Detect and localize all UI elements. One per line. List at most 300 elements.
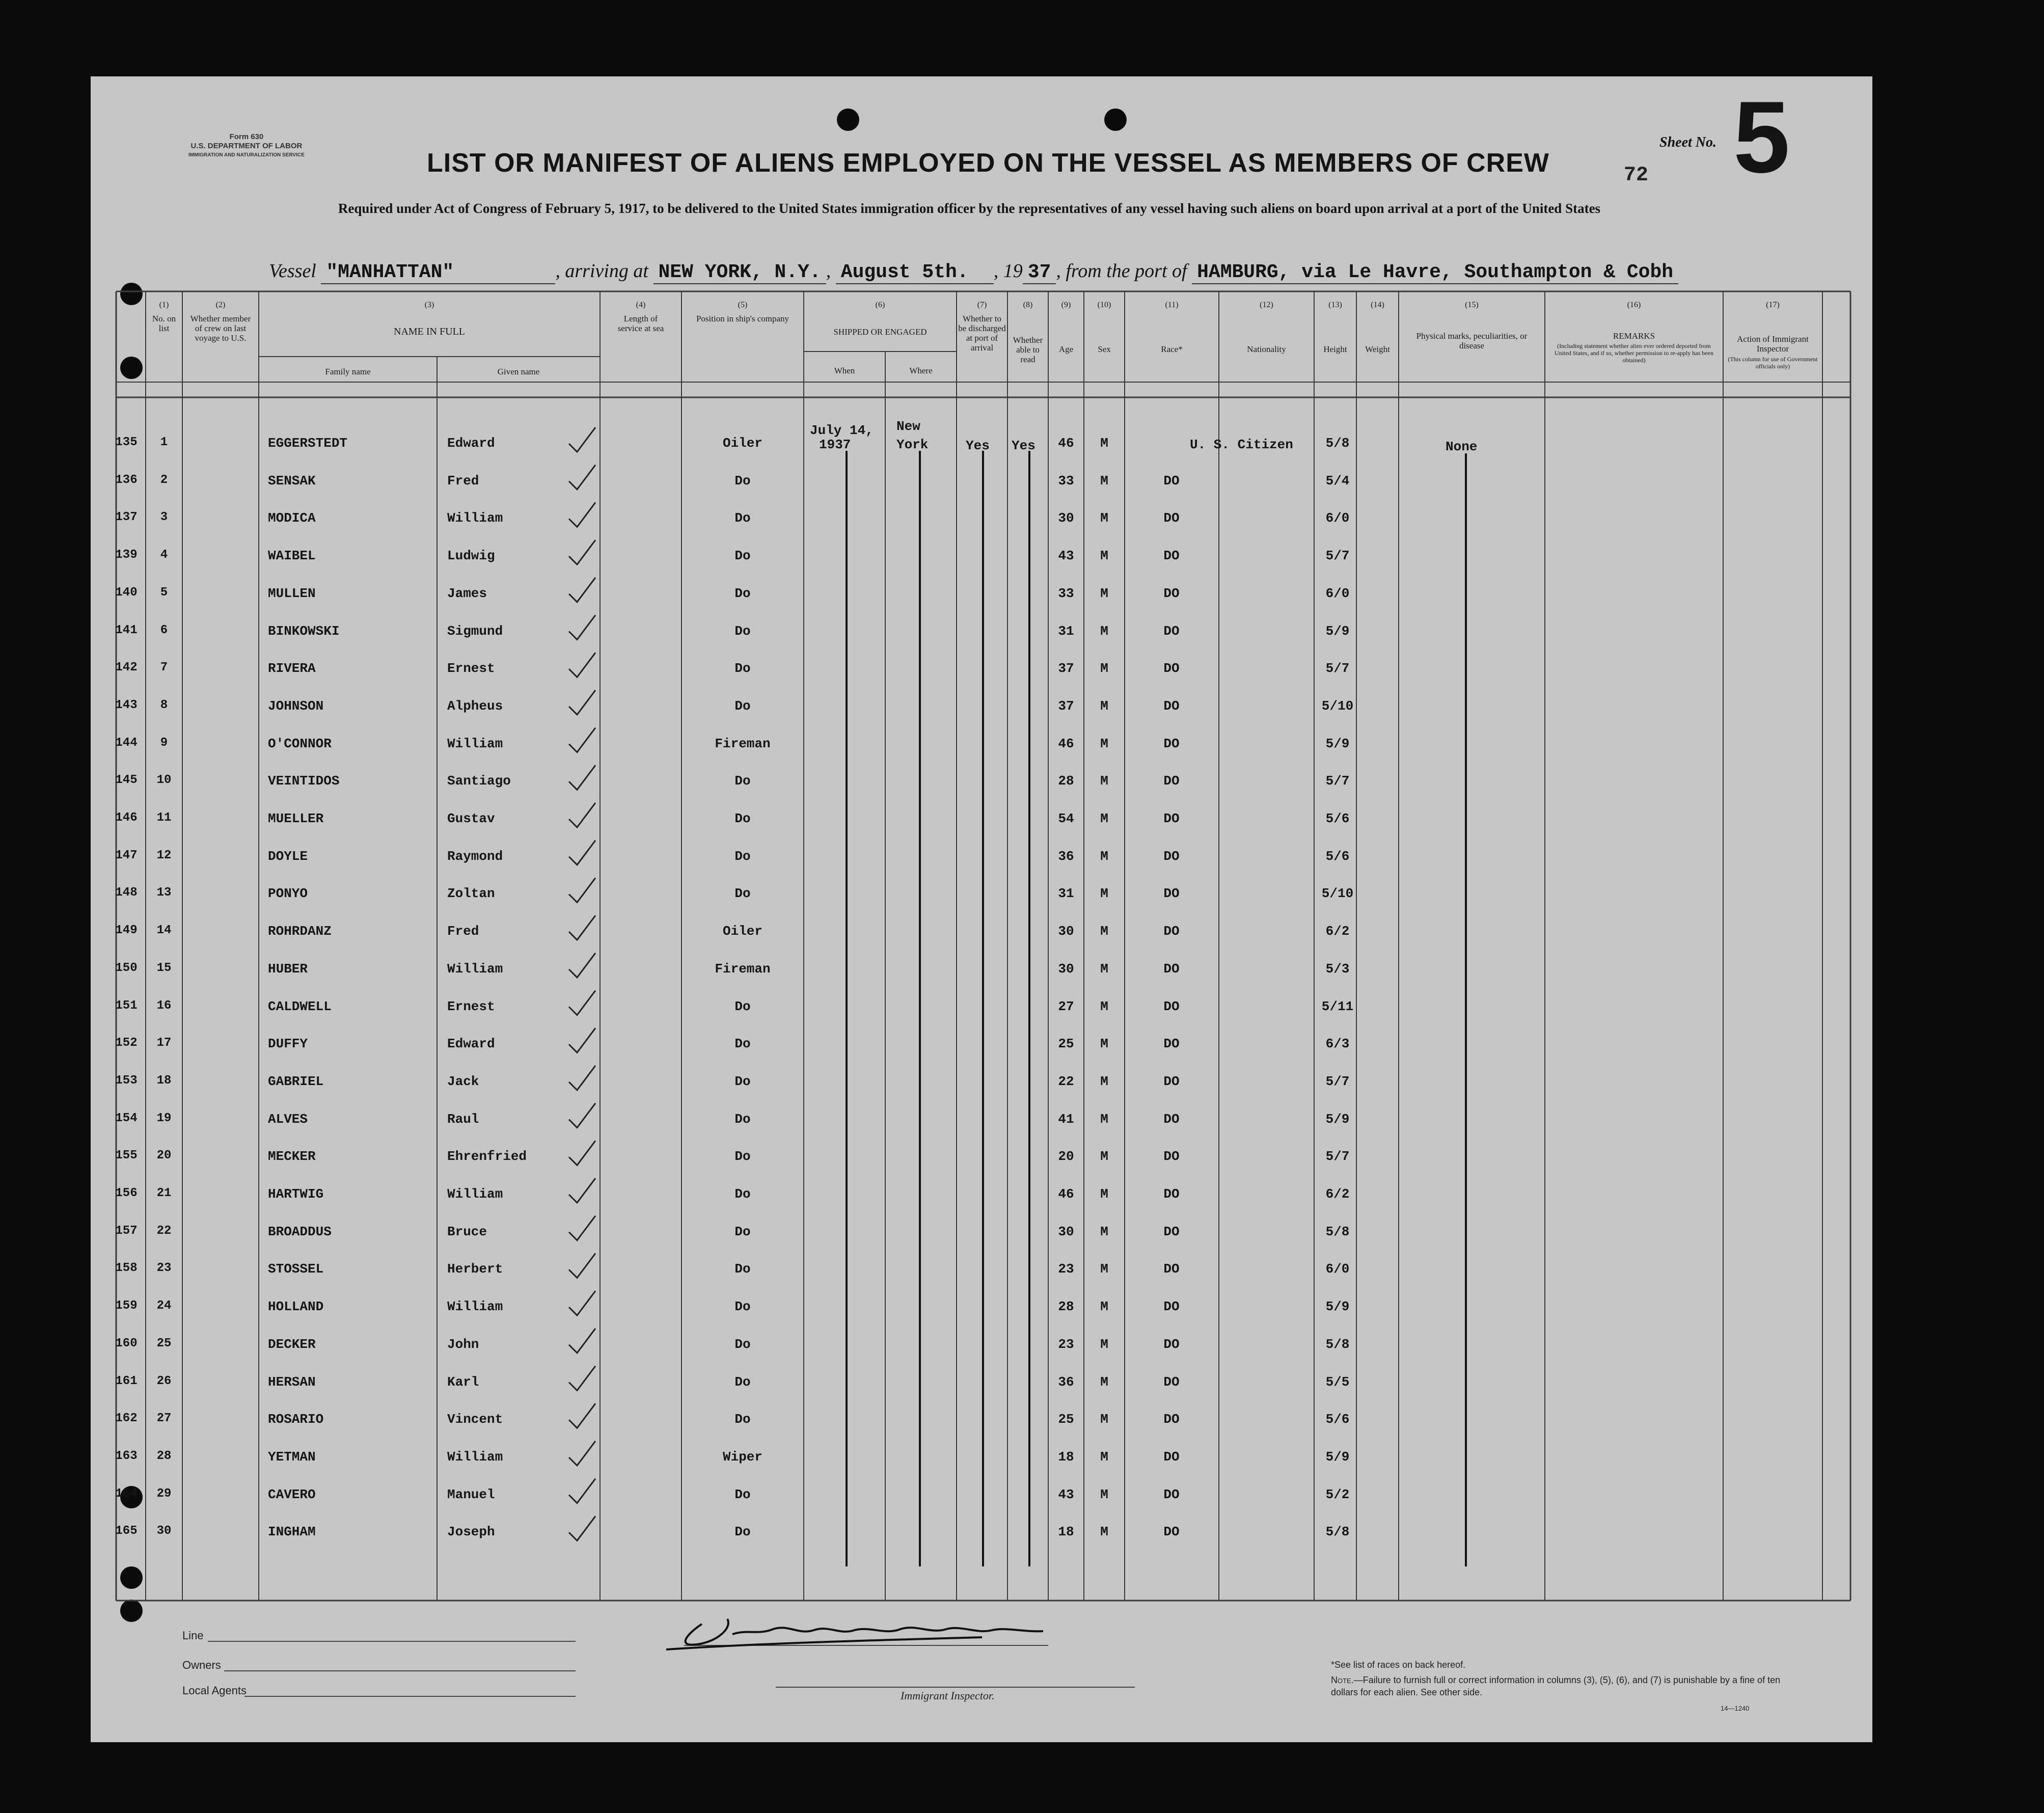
row-race: DO xyxy=(1163,1224,1180,1239)
row-position: Oiler xyxy=(722,924,762,939)
check-mark xyxy=(569,1329,595,1353)
row-given-name: Fred xyxy=(447,924,479,939)
row-given-name: Alpheus xyxy=(447,698,503,714)
row-race: DO xyxy=(1163,1336,1180,1352)
row-sheet-line-number: 159 xyxy=(115,1299,138,1313)
row-height: 5/6 xyxy=(1325,1412,1350,1427)
row-race: DO xyxy=(1163,961,1180,977)
check-mark xyxy=(569,578,595,602)
row-sex: M xyxy=(1100,848,1108,864)
row-given-name: William xyxy=(447,1449,503,1465)
row-list-number: 6 xyxy=(160,623,168,637)
col-family-name: Family name xyxy=(325,367,371,376)
row-sheet-line-number: 146 xyxy=(115,811,138,825)
row-height: 5/8 xyxy=(1325,1524,1350,1540)
row-age: 43 xyxy=(1058,1486,1074,1502)
col-num-2: (2) xyxy=(215,301,226,309)
row-age: 30 xyxy=(1058,924,1074,939)
row-sheet-line-number: 162 xyxy=(115,1412,138,1426)
row-sheet-line-number: 148 xyxy=(115,886,138,900)
row-position: Do xyxy=(734,1073,751,1089)
inspector-signature xyxy=(656,1604,1114,1665)
row-family-name: MECKER xyxy=(268,1149,316,1165)
row-race: DO xyxy=(1163,473,1180,489)
row-sex: M xyxy=(1100,1111,1108,1127)
row-age: 46 xyxy=(1058,736,1074,751)
row-family-name: JOHNSON xyxy=(268,698,324,714)
row-given-name: William xyxy=(447,1299,503,1315)
arrival-date: August 5th. xyxy=(836,261,994,284)
row-height: 5/7 xyxy=(1325,1149,1350,1165)
check-mark xyxy=(569,653,595,677)
row-age: 37 xyxy=(1058,661,1074,677)
row-position: Do xyxy=(734,1524,751,1540)
col-num-8: (8) xyxy=(1023,301,1033,309)
col-age: Age xyxy=(1058,344,1074,354)
row-height: 6/2 xyxy=(1325,924,1350,939)
col-num-11: (11) xyxy=(1165,301,1179,309)
row-sex: M xyxy=(1100,623,1108,639)
row-given-name: Herbert xyxy=(447,1261,503,1277)
row-sex: M xyxy=(1100,1149,1108,1165)
col-weight: Weight xyxy=(1365,344,1390,354)
row-sheet-line-number: 152 xyxy=(115,1036,138,1050)
col-name-in-full: NAME IN FULL xyxy=(394,326,465,337)
check-mark xyxy=(569,1291,595,1315)
row-sheet-line-number: 143 xyxy=(115,698,138,712)
col-where: Where xyxy=(909,366,933,375)
col-num-17: (17) xyxy=(1766,301,1780,309)
col-num-14: (14) xyxy=(1371,301,1384,309)
row-list-number: 9 xyxy=(160,736,168,750)
row-list-number: 21 xyxy=(156,1186,172,1200)
row-sheet-line-number: 149 xyxy=(115,924,138,938)
check-mark xyxy=(569,1403,595,1428)
row-family-name: MULLEN xyxy=(268,585,316,601)
from-port-label: from the port of xyxy=(1066,260,1187,282)
row-given-name: James xyxy=(447,585,487,601)
row-given-name: Bruce xyxy=(447,1224,487,1239)
col-nationality: Nationality xyxy=(1247,344,1286,354)
row-sheet-line-number: 136 xyxy=(115,473,138,487)
check-mark xyxy=(569,1253,595,1278)
inspector-label: Immigrant Inspector. xyxy=(901,1689,995,1702)
row-sheet-line-number: 142 xyxy=(115,661,138,675)
note-label: Note. xyxy=(1331,1675,1354,1685)
row-race: DO xyxy=(1163,848,1180,864)
row-position: Do xyxy=(734,1036,751,1052)
col-num-16: (16) xyxy=(1627,301,1641,309)
row-list-number: 19 xyxy=(156,1111,172,1125)
row-race: DO xyxy=(1163,585,1180,601)
row-position: Do xyxy=(734,848,751,864)
row-race: DO xyxy=(1163,998,1180,1014)
row-given-name: William xyxy=(447,961,503,977)
row-list-number: 12 xyxy=(156,848,172,862)
row-sheet-line-number: 140 xyxy=(115,585,138,600)
row-family-name: CALDWELL xyxy=(268,998,332,1014)
col-num-12: (12) xyxy=(1260,301,1273,309)
row-given-name: Ludwig xyxy=(447,548,495,564)
row-family-name: WAIBEL xyxy=(268,548,316,564)
row-position: Do xyxy=(734,998,751,1014)
col-num-6: (6) xyxy=(875,301,885,309)
row-sex: M xyxy=(1100,1224,1108,1239)
row-given-name: Santiago xyxy=(447,773,511,789)
row-sex: M xyxy=(1100,1036,1108,1052)
col-height: Height xyxy=(1323,344,1347,354)
row-position: Do xyxy=(734,661,751,677)
check-mark xyxy=(569,1479,595,1503)
check-mark xyxy=(569,1516,595,1540)
local-agents-label: Local Agents xyxy=(182,1684,247,1697)
col-when: When xyxy=(834,366,855,375)
service-name: IMMIGRATION AND NATURALIZATION SERVICE xyxy=(188,152,305,158)
check-mark xyxy=(569,427,595,452)
row-family-name: ROSARIO xyxy=(268,1412,324,1427)
row-height: 5/9 xyxy=(1325,1111,1350,1127)
row-list-number: 27 xyxy=(156,1412,172,1426)
page-title: LIST OR MANIFEST OF ALIENS EMPLOYED ON THE VESSEL AS MEMBERS OF CREW xyxy=(427,148,1549,178)
row-race: DO xyxy=(1163,1036,1180,1052)
line-label: Line xyxy=(182,1629,204,1642)
row-family-name: MUELLER xyxy=(268,811,324,826)
row-age: 31 xyxy=(1058,623,1074,639)
row-list-number: 10 xyxy=(156,773,172,788)
row-family-name: RIVERA xyxy=(268,661,316,677)
row-age: 33 xyxy=(1058,473,1074,489)
row-list-number: 23 xyxy=(156,1261,172,1276)
owners-label: Owners xyxy=(182,1659,221,1671)
row-age: 27 xyxy=(1058,998,1074,1014)
row-position: Do xyxy=(734,1486,751,1502)
row-family-name: O'CONNOR xyxy=(268,736,332,751)
row-family-name: EGGERSTEDT xyxy=(268,436,348,451)
row-age: 36 xyxy=(1058,848,1074,864)
row-sex: M xyxy=(1100,1524,1108,1540)
row-position: Do xyxy=(734,548,751,564)
row-family-name: ROHRDANZ xyxy=(268,924,332,939)
row-height: 5/2 xyxy=(1325,1486,1350,1502)
row-given-name: John xyxy=(447,1336,479,1352)
row-given-name: William xyxy=(447,736,503,751)
col-num-3: (3) xyxy=(424,301,434,309)
row-family-name: VEINTIDOS xyxy=(268,773,340,789)
row-height: 5/11 xyxy=(1321,998,1354,1014)
row-sex: M xyxy=(1100,961,1108,977)
row-race: DO xyxy=(1163,924,1180,939)
row-position: Fireman xyxy=(715,961,771,977)
row-sheet-line-number: 151 xyxy=(115,998,138,1013)
row-age: 25 xyxy=(1058,1036,1074,1052)
row-sheet-line-number: 155 xyxy=(115,1149,138,1163)
row-given-name: William xyxy=(447,510,503,526)
row-age: 31 xyxy=(1058,886,1074,902)
crew-list-number: 72 xyxy=(1624,164,1649,187)
row-sheet-line-number: 163 xyxy=(115,1449,138,1463)
row-given-name: Raul xyxy=(447,1111,479,1127)
row-age: 30 xyxy=(1058,510,1074,526)
check-mark xyxy=(569,690,595,715)
row-age: 37 xyxy=(1058,698,1074,714)
year-prefix: 19 xyxy=(1003,260,1023,282)
row-sheet-line-number: 165 xyxy=(115,1524,138,1538)
row-sex: M xyxy=(1100,886,1108,902)
row-race: DO xyxy=(1163,623,1180,639)
row-position: Do xyxy=(734,1149,751,1165)
row-family-name: CAVERO xyxy=(268,1486,316,1502)
row-list-number: 28 xyxy=(156,1449,172,1463)
col-num-10: (10) xyxy=(1097,301,1111,309)
vessel-label: Vessel xyxy=(269,260,316,282)
check-mark xyxy=(569,953,595,978)
row-given-name: Ernest xyxy=(447,661,495,677)
check-mark xyxy=(569,1366,595,1391)
row-list-number: 18 xyxy=(156,1073,172,1088)
row-age: 46 xyxy=(1058,436,1074,451)
row-sex: M xyxy=(1100,698,1108,714)
row-sheet-line-number: 135 xyxy=(115,436,138,449)
discharged-value: Yes xyxy=(966,438,990,453)
row-sheet-line-number: 156 xyxy=(115,1186,138,1200)
check-mark xyxy=(569,465,595,490)
row-given-name: Jack xyxy=(447,1073,479,1089)
row-sex: M xyxy=(1100,1186,1108,1202)
col-num-13: (13) xyxy=(1328,301,1342,309)
row-family-name: BINKOWSKI xyxy=(268,623,340,639)
row-height: 5/8 xyxy=(1325,1224,1350,1239)
row-race: DO xyxy=(1163,1524,1180,1540)
check-mark xyxy=(569,878,595,902)
arriving-label: arriving at xyxy=(565,260,648,282)
row-sex: M xyxy=(1100,585,1108,601)
row-family-name: DECKER xyxy=(268,1336,316,1352)
row-position: Do xyxy=(734,585,751,601)
row-list-number: 25 xyxy=(156,1336,172,1350)
row-age: 36 xyxy=(1058,1374,1074,1390)
manifest-sheet xyxy=(91,76,1872,1742)
row-sex: M xyxy=(1100,1449,1108,1465)
check-mark xyxy=(569,1103,595,1128)
row-position: Do xyxy=(734,1299,751,1315)
row-race: DO xyxy=(1163,1449,1180,1465)
row-given-name: Edward xyxy=(447,436,495,451)
vessel-name: "MANHATTAN" xyxy=(321,261,555,284)
race-nationality-value: U. S. Citizen xyxy=(1190,437,1293,452)
check-mark xyxy=(569,1441,595,1466)
row-height: 5/3 xyxy=(1325,961,1350,977)
row-height: 5/5 xyxy=(1325,1374,1350,1390)
row-sex: M xyxy=(1100,736,1108,751)
row-age: 46 xyxy=(1058,1186,1074,1202)
row-height: 6/3 xyxy=(1325,1036,1350,1052)
row-race: DO xyxy=(1163,1186,1180,1202)
check-mark xyxy=(569,991,595,1015)
row-sheet-line-number: 153 xyxy=(115,1073,138,1088)
row-family-name: HARTWIG xyxy=(268,1186,324,1202)
check-mark xyxy=(569,1178,595,1203)
row-position: Do xyxy=(734,1261,751,1277)
row-position: Oiler xyxy=(722,436,762,451)
row-age: 43 xyxy=(1058,548,1074,564)
row-age: 25 xyxy=(1058,1412,1074,1427)
note-text: —Failure to furnish full or correct information in columns (3), (5), (6), and (7) is punishable by a fine of ten dollars for each alien. See other side. xyxy=(1331,1675,1781,1697)
check-mark xyxy=(569,1141,595,1165)
col-given-name: Given name xyxy=(497,367,540,376)
check-mark xyxy=(569,765,595,790)
row-race: DO xyxy=(1163,773,1180,789)
row-list-number: 8 xyxy=(160,698,168,712)
row-list-number: 16 xyxy=(156,998,172,1013)
row-race: DO xyxy=(1163,1486,1180,1502)
row-height: 5/9 xyxy=(1325,1449,1350,1465)
row-position: Fireman xyxy=(715,736,771,751)
row-given-name: Ehrenfried xyxy=(447,1149,527,1165)
col-discharged: Whether to be discharged at port of arrival xyxy=(958,314,1006,353)
row-family-name: MODICA xyxy=(268,510,316,526)
fine-note xyxy=(1331,1674,1789,1698)
col-remarks: REMARKS xyxy=(1613,331,1655,341)
row-race: DO xyxy=(1163,548,1180,564)
departure-port: HAMBURG, via Le Havre, Southampton & Cobh xyxy=(1192,261,1678,284)
row-sheet-line-number: 164 xyxy=(115,1486,138,1501)
row-given-name: Sigmund xyxy=(447,623,503,639)
check-mark xyxy=(569,1216,595,1240)
row-family-name: STOSSEL xyxy=(268,1261,324,1277)
row-family-name: ALVES xyxy=(268,1111,308,1127)
row-sheet-line-number: 147 xyxy=(115,848,138,862)
physical-marks-value: None xyxy=(1446,439,1478,454)
row-height: 5/7 xyxy=(1325,1073,1350,1089)
row-sex: M xyxy=(1100,773,1108,789)
col-num-1: (1) xyxy=(159,301,169,309)
col-num-4: (4) xyxy=(636,301,646,309)
row-age: 22 xyxy=(1058,1073,1074,1089)
row-sheet-line-number: 150 xyxy=(115,961,138,975)
row-sex: M xyxy=(1100,1412,1108,1427)
row-position: Do xyxy=(734,698,751,714)
col-race: Race* xyxy=(1161,344,1183,354)
able-to-read-value: Yes xyxy=(1012,438,1035,453)
row-list-number: 1 xyxy=(160,436,168,449)
row-list-number: 30 xyxy=(156,1524,172,1538)
row-race: DO xyxy=(1163,1261,1180,1277)
row-given-name: Gustav xyxy=(447,811,495,826)
row-family-name: INGHAM xyxy=(268,1524,316,1540)
row-sex: M xyxy=(1100,1073,1108,1089)
row-sheet-line-number: 157 xyxy=(115,1224,138,1238)
col-prev-voyage: Whether member of crew on last voyage to U.S. xyxy=(190,314,251,343)
row-position: Do xyxy=(734,1111,751,1127)
row-family-name: YETMAN xyxy=(268,1449,316,1465)
row-family-name: GABRIEL xyxy=(268,1073,324,1089)
col-physical: Physical marks, peculiarities, or disease xyxy=(1416,331,1528,350)
arrival-port: NEW YORK, N.Y. xyxy=(653,261,826,284)
col-no-on-list: No. on list xyxy=(152,314,176,333)
shipped-where-line1: New xyxy=(896,419,920,434)
row-list-number: 14 xyxy=(156,924,172,938)
row-given-name: Fred xyxy=(447,473,479,489)
row-position: Do xyxy=(734,1374,751,1390)
shipped-when-line2: 1937 xyxy=(819,437,851,452)
check-mark xyxy=(569,803,595,827)
row-family-name: HOLLAND xyxy=(268,1299,324,1315)
col-num-7: (7) xyxy=(977,301,987,309)
col-num-15: (15) xyxy=(1465,301,1479,309)
row-age: 23 xyxy=(1058,1261,1074,1277)
row-position: Do xyxy=(734,473,751,489)
row-list-number: 11 xyxy=(156,811,172,825)
row-list-number: 3 xyxy=(160,510,168,525)
shipped-when-line1: July 14, xyxy=(810,423,874,438)
row-family-name: SENSAK xyxy=(268,473,316,489)
form-code: 14—1240 xyxy=(1721,1704,1750,1712)
row-family-name: BROADDUS xyxy=(268,1224,332,1239)
row-sheet-line-number: 139 xyxy=(115,548,138,562)
row-list-number: 4 xyxy=(160,548,168,562)
row-list-number: 22 xyxy=(156,1224,172,1238)
row-position: Wiper xyxy=(722,1449,762,1465)
row-position: Do xyxy=(734,886,751,902)
row-height: 5/9 xyxy=(1325,623,1350,639)
row-height: 5/9 xyxy=(1325,1299,1350,1315)
row-family-name: DOYLE xyxy=(268,848,308,864)
row-list-number: 5 xyxy=(160,585,168,600)
row-sex: M xyxy=(1100,998,1108,1014)
row-sex: M xyxy=(1100,436,1108,451)
check-mark xyxy=(569,540,595,564)
row-position: Do xyxy=(734,773,751,789)
row-list-number: 15 xyxy=(156,961,172,975)
row-height: 5/10 xyxy=(1321,698,1354,714)
row-given-name: Manuel xyxy=(447,1486,495,1502)
row-list-number: 17 xyxy=(156,1036,172,1050)
col-num-9: (9) xyxy=(1061,301,1071,309)
col-length-service: Length of service at sea xyxy=(617,314,664,333)
row-sex: M xyxy=(1100,661,1108,677)
row-sheet-line-number: 160 xyxy=(115,1336,138,1350)
row-height: 5/6 xyxy=(1325,848,1350,864)
row-sheet-line-number: 154 xyxy=(115,1111,138,1125)
col-read: Whether able to read xyxy=(1013,335,1043,364)
row-position: Do xyxy=(734,510,751,526)
row-family-name: DUFFY xyxy=(268,1036,308,1052)
row-sheet-line-number: 158 xyxy=(115,1261,138,1276)
row-sex: M xyxy=(1100,473,1108,489)
row-list-number: 2 xyxy=(160,473,168,487)
col-shipped: SHIPPED OR ENGAGED xyxy=(833,327,927,337)
row-age: 28 xyxy=(1058,773,1074,789)
sheet-number: 5 xyxy=(1733,80,1790,194)
form-number: Form 630 xyxy=(229,132,264,141)
row-given-name: Joseph xyxy=(447,1524,495,1540)
row-race: DO xyxy=(1163,1412,1180,1427)
check-mark xyxy=(569,915,595,940)
col-position: Position in ship's company xyxy=(696,314,789,323)
shipped-where-line2: York xyxy=(896,437,929,452)
col-num-5: (5) xyxy=(738,301,748,309)
row-given-name: William xyxy=(447,1186,503,1202)
col-sex: Sex xyxy=(1098,344,1111,354)
check-mark xyxy=(569,728,595,752)
row-height: 6/0 xyxy=(1325,510,1350,526)
row-age: 23 xyxy=(1058,1336,1074,1352)
row-height: 5/7 xyxy=(1325,548,1350,564)
row-race: DO xyxy=(1163,1374,1180,1390)
row-family-name: HUBER xyxy=(268,961,308,977)
row-race: DO xyxy=(1163,886,1180,902)
check-mark xyxy=(569,1066,595,1090)
